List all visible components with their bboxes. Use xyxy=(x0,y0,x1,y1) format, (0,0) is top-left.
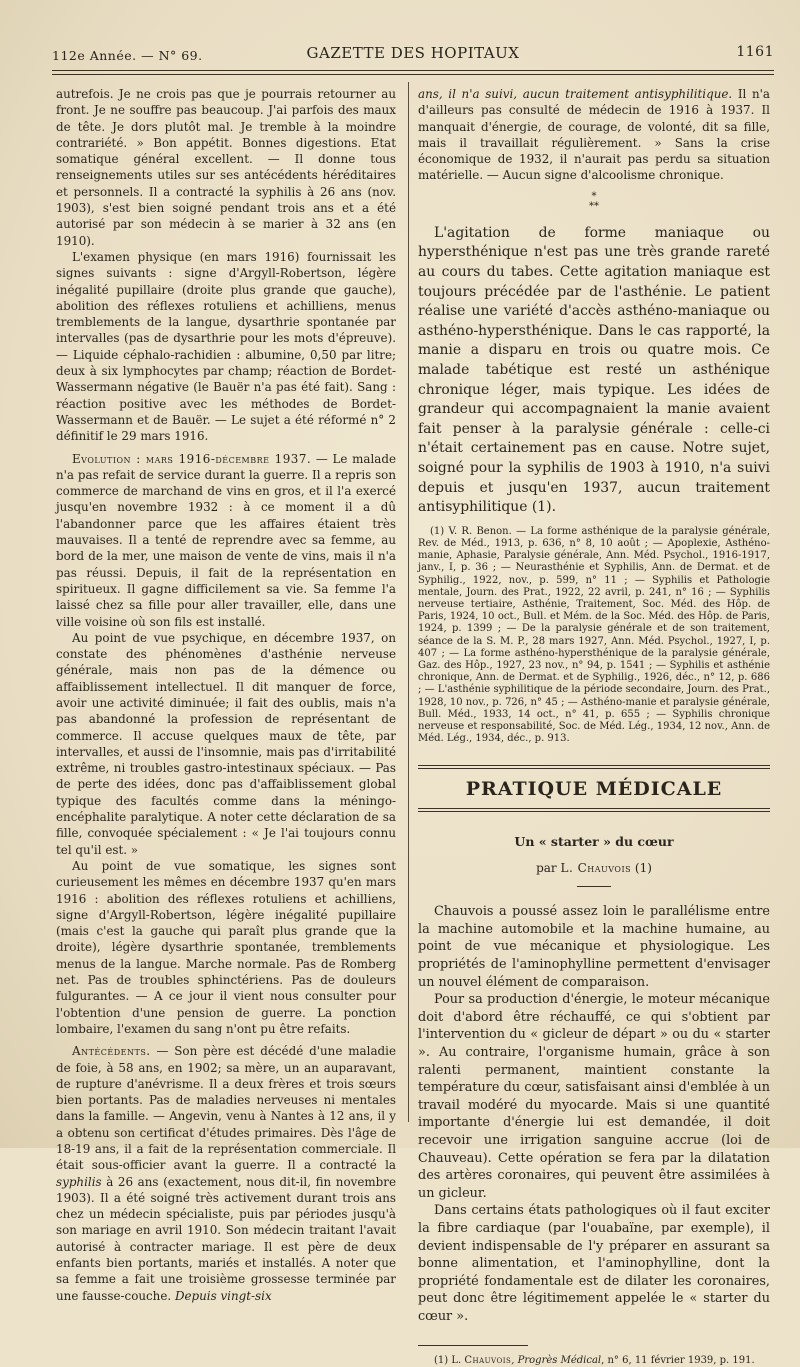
asterism-top: * xyxy=(591,190,597,202)
paragraph: Dans certains états pathologiques où il faut exciter la fibre cardiaque (par l'ouabaïne, par exemple), il devient indispensable de l'y préparer en assurant sa bonne alimentation, et l'aminophylline, dont la propriété fondamentale est de dilater les coronaires, peut donc être légitimement appelée le « starter du cœur ». xyxy=(418,1203,770,1324)
article-author xyxy=(418,860,770,876)
paragraph-text: — Le malade n'a pas refait de service durant la guerre. Il a repris son commerce de marchand de vins en gros, et il l'a exercé jusqu'en novembre 1932 : à ce moment il a dû l'abandonner parce que les affaires étaient très mauvaises. Il a tenté de reprendre avec sa femme, au bord de la mer, une maison de vente de vins, mais il n'a pas réussi. Depuis, il fait de la représentation en spiritueux. Il gagne difficilement sa vie. Sa femme l'a laissé chez sa fille pour aller travailler, elle, dans une ville voisine où son fils est installé. xyxy=(56,451,396,629)
paragraph xyxy=(418,86,770,184)
italic-text: Depuis vingt-six xyxy=(174,1288,272,1303)
paragraph-antecedents xyxy=(56,1043,396,1304)
author-note-ref: (1) xyxy=(631,860,652,875)
article-body xyxy=(418,903,770,1325)
paragraph-evolution xyxy=(56,451,396,630)
footnote-author: Chauvois xyxy=(464,1355,512,1367)
conclusion-block xyxy=(418,224,770,518)
section-rule-thin xyxy=(418,768,770,769)
asterism-bottom: ** xyxy=(589,200,599,212)
paragraph-heading: Evolution : mars 1916-décembre 1937. xyxy=(72,451,312,466)
page-header xyxy=(52,44,774,66)
paragraph: Chauvois a poussé assez loin le parallélisme entre la machine automobile et la machine humaine, au point de vue mécanique et physiologique. Les propriétés de l'aminophylline permettent d'envisager un nouvel élément de comparaison. xyxy=(418,904,770,990)
section-rule-thin xyxy=(418,808,770,809)
paragraph: L'agitation de forme maniaque ou hypersthénique n'est pas une très grande rareté au cours du tabes. Cette agitation maniaque est toujours précédée par de l'asthénie. Le patient réalise une variété d'accès asthéno-maniaque ou asthéno-hypersthénique. Dans le cas rapporté, la manie a disparu en trois ou quatre mois. Ce malade tabétique est resté un asthénique chronique léger, mais typique. Les idées de grandeur qui accompagnaient la manie avaient fait penser à la paralysie générale : celle-ci n'était certainement pas en cause. Notre sujet, soigné pour la syphilis de 1903 à 1910, n'a suivi depuis et jusqu'en 1937, aucun traitement antisyphilitique (1). xyxy=(418,224,770,516)
footnote-tail: , n° 6, 11 février 1939, p. 191. xyxy=(601,1355,755,1367)
italic-text: ans, il n'a suivi, aucun traitement antisyphilitique. xyxy=(418,87,733,101)
section-rule xyxy=(418,765,770,766)
paragraph: Au point de vue somatique, les signes sont curieusement les mêmes en décembre 1937 qu'en mars 1916 : abolition des réflexes rotuliens et achilliens, signe d'Argyll-Robertson, légère inégalité pupillaire (mais c'est la gauche qui paraît plus grande que la droite), légère dysarthrie spontanée, tremblements menus de la langue. Marche normale. Pas de Romberg net. Pas de troubles sphinctériens. Pas de douleurs fulgurantes. — A ce jour il vient nous consulter pour l'obtention d'une pension de guerre. La ponction lombaire, l'examen du sang n'ont pu être refaits. xyxy=(56,858,396,1036)
footnote-separator xyxy=(418,1345,528,1346)
author-prefix: par xyxy=(536,860,561,875)
section-rule xyxy=(418,811,770,812)
paragraph: L'examen physique (en mars 1916) fournissait les signes suivants : signe d'Argyll-Robertson, légère inégalité pupillaire (droite plus grande que gauche), abolition des réflexes rotuliens et achilliens, menus tremblements de la langue, dysarthrie spontanée par intervalles (pas de dysarthrie pour les mots d'épreuve). — Liquide céphalo-rachidien : albumine, 0,50 par litre; deux à six lymphocytes par champ; réaction de Bordet-Wassermann négative (le Bauër n'a pas été fait). Sang : réaction positive avec les méthodes de Bordet-Wassermann et de Bauër. — Le sujet a été réformé n° 2 définitif le 29 mars 1916. xyxy=(56,249,396,444)
column-divider xyxy=(408,82,409,1122)
article-title: Un « starter » du cœur xyxy=(514,833,674,849)
footnote-journal: , Progrès Médical xyxy=(511,1355,602,1367)
paragraph-text: à 26 ans (exactement, nous dit-il, fin novembre 1903). Il a été soigné très activement durant trois ans chez un médecin spécialiste, puis par périodes jusqu'à son mariage en avril 1910. Son médecin traitant l'avait autorisé à contracter mariage. Il est père de deux enfants bien portants, mariés et installés. A noter que sa femme a fait une troisième grossesse terminée par une fausse-couche. xyxy=(56,1174,396,1303)
section-asterism xyxy=(418,192,770,212)
title-rule xyxy=(577,886,611,887)
section-title: PRATIQUE MÉDICALE xyxy=(465,778,723,801)
italic-text: syphilis xyxy=(56,1174,102,1189)
author-name: L. Chauvois xyxy=(560,860,632,875)
journal-title: GAZETTE DES HOPITAUX xyxy=(306,44,520,62)
header-rule xyxy=(52,70,774,71)
page-number: 1161 xyxy=(736,44,774,60)
paragraph-heading: Antécédents. xyxy=(72,1044,151,1059)
paragraph: Au point de vue psychique, en décembre 1937, on constate des phénomènes d'asthénie nerveuse générale, mais non pas de la démence ou affaiblissement intellectuel. Il dit manquer de force, avoir une activité diminuée; il fait des oublis, mais n'a pas abandonné la profession de représentant de commerce. Il accuse quelques maux de tête, par intervalles, et aussi de l'insomnie, mais pas d'irritabilité extrême, ni troubles gastro-intestinaux spéciaux. — Pas de perte des idées, donc pas d'affaiblissement global typique des facultés comme dans la méningo-encéphalite paralytique. A noter cette déclaration de sa fille, convoquée spécialement : « Je l'ai toujours connu tel qu'il est. » xyxy=(56,630,396,857)
paragraph-text: — Son père est décédé d'une maladie de foie, à 58 ans, en 1902; sa mère, un an auparavant, de rupture d'anévrisme. Il a deux frères et trois sœurs bien portants. Pas de maladies nerveuses ni mentales dans la famille. — Angevin, venu à Nantes à 12 ans, il y a obtenu son certificat d'études primaires. Dès l'âge de 18-19 ans, il a fait de la représentation commerciale. Il était sous-officier avant la guerre. Il a contracté la xyxy=(56,1044,396,1173)
header-rule-thin xyxy=(52,74,774,75)
paragraph: autrefois. Je ne crois pas que je pourrais retourner au front. Je ne souffre pas beaucoup. J'ai parfois des maux de tête. Je dors plutôt mal. Je tremble à la moindre contrariété. » Bon appétit. Bonnes digestions. Etat somatique général excellent. — Il donne tous renseignements utiles sur ses antécédents héréditaires et personnels. Il a contracté la syphilis à 26 ans (nov. 1903), s'est bien soigné pendant trois ans et a été autorisé par son médecin à se marier à 32 ans (en 1910). xyxy=(56,87,396,248)
issue-number: 112e Année. — N° 69. xyxy=(52,48,203,63)
article-footnote xyxy=(418,1354,770,1367)
footnote-block xyxy=(418,526,770,746)
right-column xyxy=(418,86,770,1367)
paragraph: Pour sa production d'énergie, le moteur mécanique doit d'abord être réchauffé, ce qui s'obtient par l'intervention du « gicleur de départ » ou du « starter ». Au contraire, l'organisme humain, grâce à son ralenti permanent, maintient constante la température du cœur, satisfaisant ainsi d'emblée à un travail modéré du myocarde. Mais si une quantité importante d'énergie lui est demandée, il doit recevoir une irrigation sanguine accrue (loi de Chauveau). Cette opération se fera par la dilatation des artères coronaires, qui peuvent être assimilées à un gicleur. xyxy=(418,992,770,1201)
footnote-prefix: (1) L. xyxy=(434,1355,465,1367)
paragraph-text: Il n'a d'ailleurs pas consulté de médecin de 1916 à 1937. Il manquait d'énergie, de courage, de volonté, dit sa fille, mais il travaillait régulièrement. » Sans la crise économique de 1932, il n'aurait pas perdu sa situation matérielle. — Aucun signe d'alcoolisme chronique. xyxy=(418,87,770,183)
footnote: (1) V. R. Benon. — La forme asthénique de la paralysie générale, Rev. de Méd., 1913, p. 636, n° 8, 10 août ; — Apoplexie, Asthéno-manie, Aphasie, Paralysie générale, Ann. Méd. Psychol., 1916-1917, janv., I, p. 36 ; — Neurasthénie et Syphilis, Ann. de Dermat. et de Syphilig., 1922, nov., p. 599, n° 11 ; — Syphilis et Pathologie mentale, Journ. des Prat., 1922, 22 avril, p. 241, n° 16 ; — Syphilis nerveuse tertiaire, Asthénie, Traitement, Soc. Méd. des Hôp. de Paris, 1924, 10 oct., Bull. et Mém. de la Soc. Méd. des Hôp. de Paris, 1924, p. 1399 ; — De la paralysie générale et de son traitement, séance de la S. M. P., 28 mars 1927, Ann. Méd. Psychol., 1927, I, p. 407 ; — La forme asthéno-hypersthénique de la paralysie générale, Gaz. des Hôp., 1927, 23 nov., n° 94, p. 1541 ; — Syphilis et asthénie chronique, Ann. de Dermat. et de Syphilig., 1926, déc., n° 12, p. 686 ; — L'asthénie syphilitique de la période secondaire, Journ. des Prat., 1928, 10 nov., p. 726, n° 45 ; — Asthéno-manie et paralysie générale, Bull. Méd., 1933, 14 oct., n° 41, p. 655 ; — Syphilis chronique nerveuse et responsabilité, Soc. de Méd. Lég., 1934, 12 nov., Ann. de Méd. Lég., 1934, déc., p. 913. xyxy=(418,525,770,745)
left-column xyxy=(56,86,396,1304)
